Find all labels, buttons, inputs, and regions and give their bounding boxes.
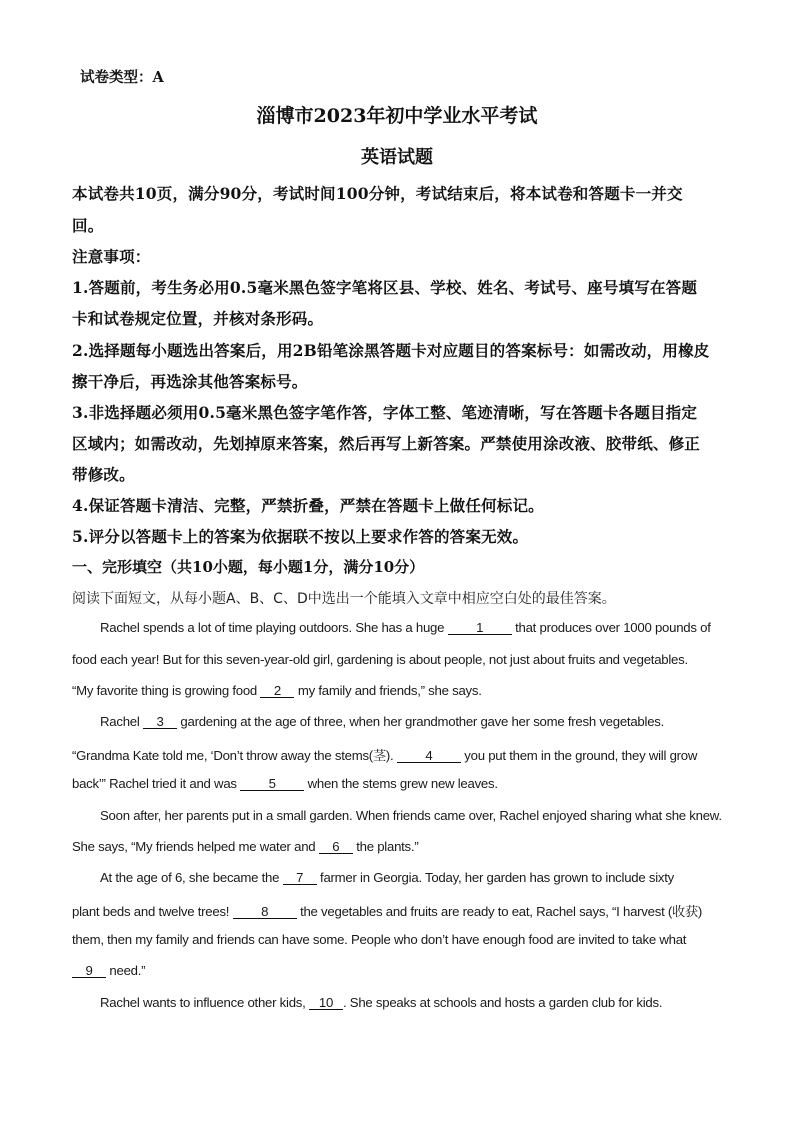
note-5: 5.评分以答题卡上的答案为依据联不按以上要求作答的答案无效。 (72, 527, 529, 546)
section-instructions: 阅读下面短文，从每小题A、B、C、D中选出一个能填入文章中相应空白处的最佳答案。 (72, 591, 616, 607)
intro-line-1: 本试卷共10页，满分90分，考试时间100分钟，考试结束后，将本试卷和答题卡一并交 (72, 184, 683, 203)
passage-line: Rachel spends a lot of time playing outdoors. She has a huge 1 that produces over 1000 pounds of (100, 620, 711, 635)
note-3-line-3: 带修改。 (72, 465, 135, 484)
blank-7[interactable]: 7 (283, 871, 317, 885)
passage-line: back’” Rachel tried it and was 5 when the stems grew new leaves. (72, 776, 498, 791)
passage-line: them, then my family and friends can have some. People who don’t have enough food are invited to take what (72, 932, 687, 947)
blank-10[interactable]: 10 (309, 996, 343, 1010)
blank-2[interactable]: 2 (260, 684, 294, 698)
note-3-line-2: 区域内；如需改动，先划掉原来答案，然后再写上新答案。严禁使用涂改液、胶带纸、修正 (72, 434, 701, 453)
section-heading: 一、完形填空（共10小题，每小题1分，满分10分） (72, 558, 425, 576)
blank-1[interactable]: 1 (448, 621, 512, 635)
exam-title: 淄博市2023年初中学业水平考试 (256, 105, 538, 127)
note-1-line-2: 卡和试卷规定位置，并核对条形码。 (72, 309, 324, 328)
passage-line: She says, “My friends helped me water and 6 the plants.” (72, 839, 419, 854)
passage-line: Soon after, her parents put in a small garden. When friends came over, Rachel enjoyed sharing what she knew. (100, 808, 722, 823)
passage-line: plant beds and twelve trees! 8 the vegetables and fruits are ready to eat, Rachel says, “I harvest (收获) (72, 904, 703, 919)
paper-type: 试卷类型：A (80, 69, 164, 86)
blank-6[interactable]: 6 (319, 840, 353, 854)
passage-line: At the age of 6, she became the 7 farmer in Georgia. Today, her garden has grown to include sixty (100, 870, 674, 885)
note-4: 4.保证答题卡清洁、完整，严禁折叠，严禁在答题卡上做任何标记。 (72, 496, 544, 515)
note-1-line-1: 1.答题前，考生务必用0.5毫米黑色签字笔将区县、学校、姓名、考试号、座号填写在答题 (72, 278, 698, 297)
passage-line: 9 need.” (72, 963, 145, 978)
exam-subtitle: 英语试题 (361, 147, 433, 168)
blank-9[interactable]: 9 (72, 964, 106, 978)
note-2-line-2: 擦干净后，再选涂其他答案标号。 (72, 372, 308, 391)
note-3-line-1: 3.非选择题必须用0.5毫米黑色签字笔作答，字体工整、笔迹清晰，写在答题卡各题目指定 (72, 403, 698, 422)
passage-line: Rachel wants to influence other kids, 10 . She speaks at schools and hosts a garden club for kids. (100, 995, 663, 1010)
passage-line: Rachel 3 gardening at the age of three, when her grandmother gave her some fresh vegetables. (100, 714, 665, 729)
blank-3[interactable]: 3 (143, 715, 177, 729)
passage-line: “Grandma Kate told me, ‘Don’t throw away the stems(茎). 4 you put them in the ground, they will grow (72, 748, 698, 763)
intro-line-2: 回。 (72, 216, 104, 235)
passage-line: food each year! But for this seven-year-old girl, gardening is about people, not just about fruits and vegetables. (72, 652, 688, 667)
notes-heading: 注意事项： (72, 247, 151, 266)
note-2-line-1: 2.选择题每小题选出答案后，用2B铅笔涂黑答题卡对应题目的答案标号：如需改动，用橡皮 (72, 341, 710, 360)
passage-line: “My favorite thing is growing food 2 my family and friends,” she says. (72, 683, 482, 698)
blank-4[interactable]: 4 (397, 749, 461, 763)
blank-5[interactable]: 5 (240, 777, 304, 791)
blank-8[interactable]: 8 (233, 905, 297, 919)
